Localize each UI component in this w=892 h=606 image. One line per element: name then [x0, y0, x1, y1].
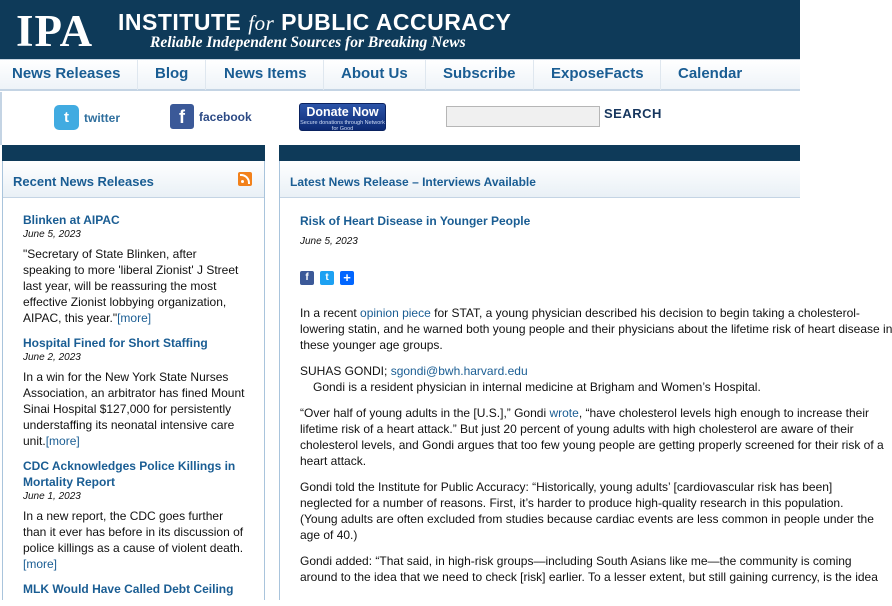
rss-icon[interactable]: [238, 172, 252, 186]
news-summary: [23, 369, 245, 449]
sidebar-top-bar: [2, 145, 265, 161]
sidebar-header: [3, 161, 264, 198]
article-line: cholesterol levels, and Gondi argues that too few young people are getting properly screened for their risk of a: [300, 438, 884, 452]
twitter-label: twitter: [84, 110, 120, 125]
article-paragraph: [300, 363, 810, 395]
twitter-link[interactable]: [54, 105, 120, 130]
nav-divider: [137, 60, 138, 90]
search-button[interactable]: SEARCH: [604, 106, 662, 121]
main-top-bar: [279, 145, 800, 161]
donate-button[interactable]: [299, 103, 386, 131]
article-line: around to the idea that we need to check [risk] earlier. To a lesser extent, but still gaining currency, is the idea: [300, 570, 878, 584]
share-twitter-icon[interactable]: t: [320, 271, 334, 285]
more-link[interactable]: [more]: [23, 557, 58, 571]
social-bar: [0, 92, 800, 145]
article-date: June 5, 2023: [300, 236, 358, 247]
site-title-part2: PUBLIC ACCURACY: [274, 9, 512, 35]
news-summary: [23, 246, 245, 326]
article-paragraph: [300, 405, 884, 469]
share-facebook-icon[interactable]: f: [300, 271, 314, 285]
guest-name: SUHAS GONDI;: [300, 364, 391, 378]
article-line: Gondi added: “That said, in high-risk groups—including South Asians like me—the community is coming: [300, 554, 852, 568]
nav-divider: [533, 60, 534, 90]
main-panel-title: Latest News Release – Interviews Available: [290, 175, 536, 189]
news-list: [23, 212, 245, 606]
article: [300, 213, 892, 585]
article-text: , “have cholesterol levels high enough to increase their: [578, 406, 869, 420]
main-panel-header: [280, 161, 800, 198]
news-title[interactable]: Hospital Fined for Short Staffing: [23, 336, 208, 350]
nav-news-releases[interactable]: News Releases: [12, 65, 121, 82]
facebook-label: facebook: [199, 109, 252, 124]
donate-label: Donate Now: [306, 105, 379, 119]
news-summary-text: In a win for the New York State Nurses Association, an arbitrator has fined Mount Sinai Hospital $127,000 for persistently understaffing its neonatal intensive care unit.: [23, 370, 245, 448]
facebook-link[interactable]: [170, 104, 252, 129]
article-line: (Young adults are often excluded from studies because cardiac events are less common in people under the: [300, 512, 874, 526]
site-header: [0, 0, 800, 59]
list-item: [23, 212, 245, 326]
nav-divider: [660, 60, 661, 90]
search-input[interactable]: [446, 106, 600, 127]
main-nav: [0, 59, 800, 91]
article-line: neglected for a number of reasons. First, it’s harder to produce high-quality research in this population.: [300, 496, 844, 510]
article-line: Gondi told the Institute for Public Accuracy: “Historically, young adults’ [cardiovascular risk has been]: [300, 480, 833, 494]
logo[interactable]: IPA: [16, 6, 94, 56]
guest-bio: Gondi is a resident physician in internal medicine at Brigham and Women’s Hospital.: [313, 380, 761, 394]
nav-divider: [323, 60, 324, 90]
article-paragraph: [300, 305, 892, 353]
facebook-icon: f: [170, 104, 194, 129]
list-item: [23, 335, 245, 449]
more-link[interactable]: [more]: [117, 311, 152, 325]
list-item: [23, 581, 245, 597]
opinion-piece-link[interactable]: opinion piece: [360, 306, 431, 320]
twitter-icon: t: [54, 105, 79, 130]
guest-email-link[interactable]: sgondi@bwh.harvard.edu: [390, 364, 528, 378]
site-title-part1: INSTITUTE: [118, 9, 249, 35]
site-tagline: Reliable Independent Sources for Breaking News: [150, 34, 466, 51]
nav-calendar[interactable]: Calendar: [678, 65, 743, 82]
nav-blog[interactable]: Blog: [155, 65, 189, 82]
sidebar-title: Recent News Releases: [13, 174, 154, 189]
site-title-for: for: [248, 11, 275, 35]
article-line: [300, 305, 860, 321]
latest-release-panel: [279, 161, 892, 600]
nav-about-us[interactable]: About Us: [341, 65, 408, 82]
nav-subscribe[interactable]: Subscribe: [443, 65, 516, 82]
news-summary: [23, 508, 245, 572]
article-line: these younger age groups.: [300, 338, 443, 352]
share-buttons: [300, 271, 810, 285]
nav-divider: [205, 60, 206, 90]
article-paragraph: [300, 479, 874, 543]
wrote-link[interactable]: wrote: [549, 406, 579, 420]
article-line: [300, 405, 869, 421]
article-line: heart attack.: [300, 454, 367, 468]
article-text: In a recent: [300, 306, 361, 320]
article-paragraph: [300, 553, 878, 585]
article-title[interactable]: Risk of Heart Disease in Younger People: [300, 214, 531, 228]
more-link[interactable]: [more]: [45, 434, 80, 448]
news-title[interactable]: MLK Would Have Called Debt Ceiling: [23, 582, 234, 596]
recent-releases-sidebar: [2, 161, 265, 600]
article-text: “Over half of young adults in the [U.S.],” Gondi: [300, 406, 550, 420]
nav-news-items[interactable]: News Items: [224, 65, 307, 82]
news-title[interactable]: Blinken at AIPAC: [23, 213, 120, 227]
article-line: age of 40.): [300, 528, 358, 542]
article-text: for STAT, a young physician described his decision to begin taking a cholesterol-: [430, 306, 860, 320]
article-line: [300, 363, 810, 379]
nav-exposefacts[interactable]: ExposeFacts: [551, 65, 644, 82]
article-line: lowering statin, and he warned both young people and their physicians about the lifetime risk of heart disease in: [300, 322, 892, 336]
donate-sublabel: Secure donations through Network for Good: [300, 120, 385, 132]
news-date: June 5, 2023: [23, 229, 81, 240]
news-date: June 1, 2023: [23, 491, 81, 502]
list-item: [23, 458, 245, 572]
nav-divider: [425, 60, 426, 90]
news-summary-text: "Secretary of State Blinken, after speaking to more 'liberal Zionist' J Street last year, will be reassuring the most effective Zionist lobbying organization, AIPAC, this year.": [23, 247, 239, 325]
article-line: lifetime risk of a heart attack.” But just 20 percent of young adults with high cholesterol are aware of their: [300, 422, 854, 436]
news-date: June 2, 2023: [23, 352, 81, 363]
share-more-icon[interactable]: +: [340, 271, 354, 285]
news-summary-text: In a new report, the CDC goes further than it ever has before in its discussion of police killings as a cause of violent death.: [23, 509, 244, 555]
site-title[interactable]: [118, 9, 511, 36]
news-title[interactable]: CDC Acknowledges Police Killings in Mortality Report: [23, 459, 236, 489]
